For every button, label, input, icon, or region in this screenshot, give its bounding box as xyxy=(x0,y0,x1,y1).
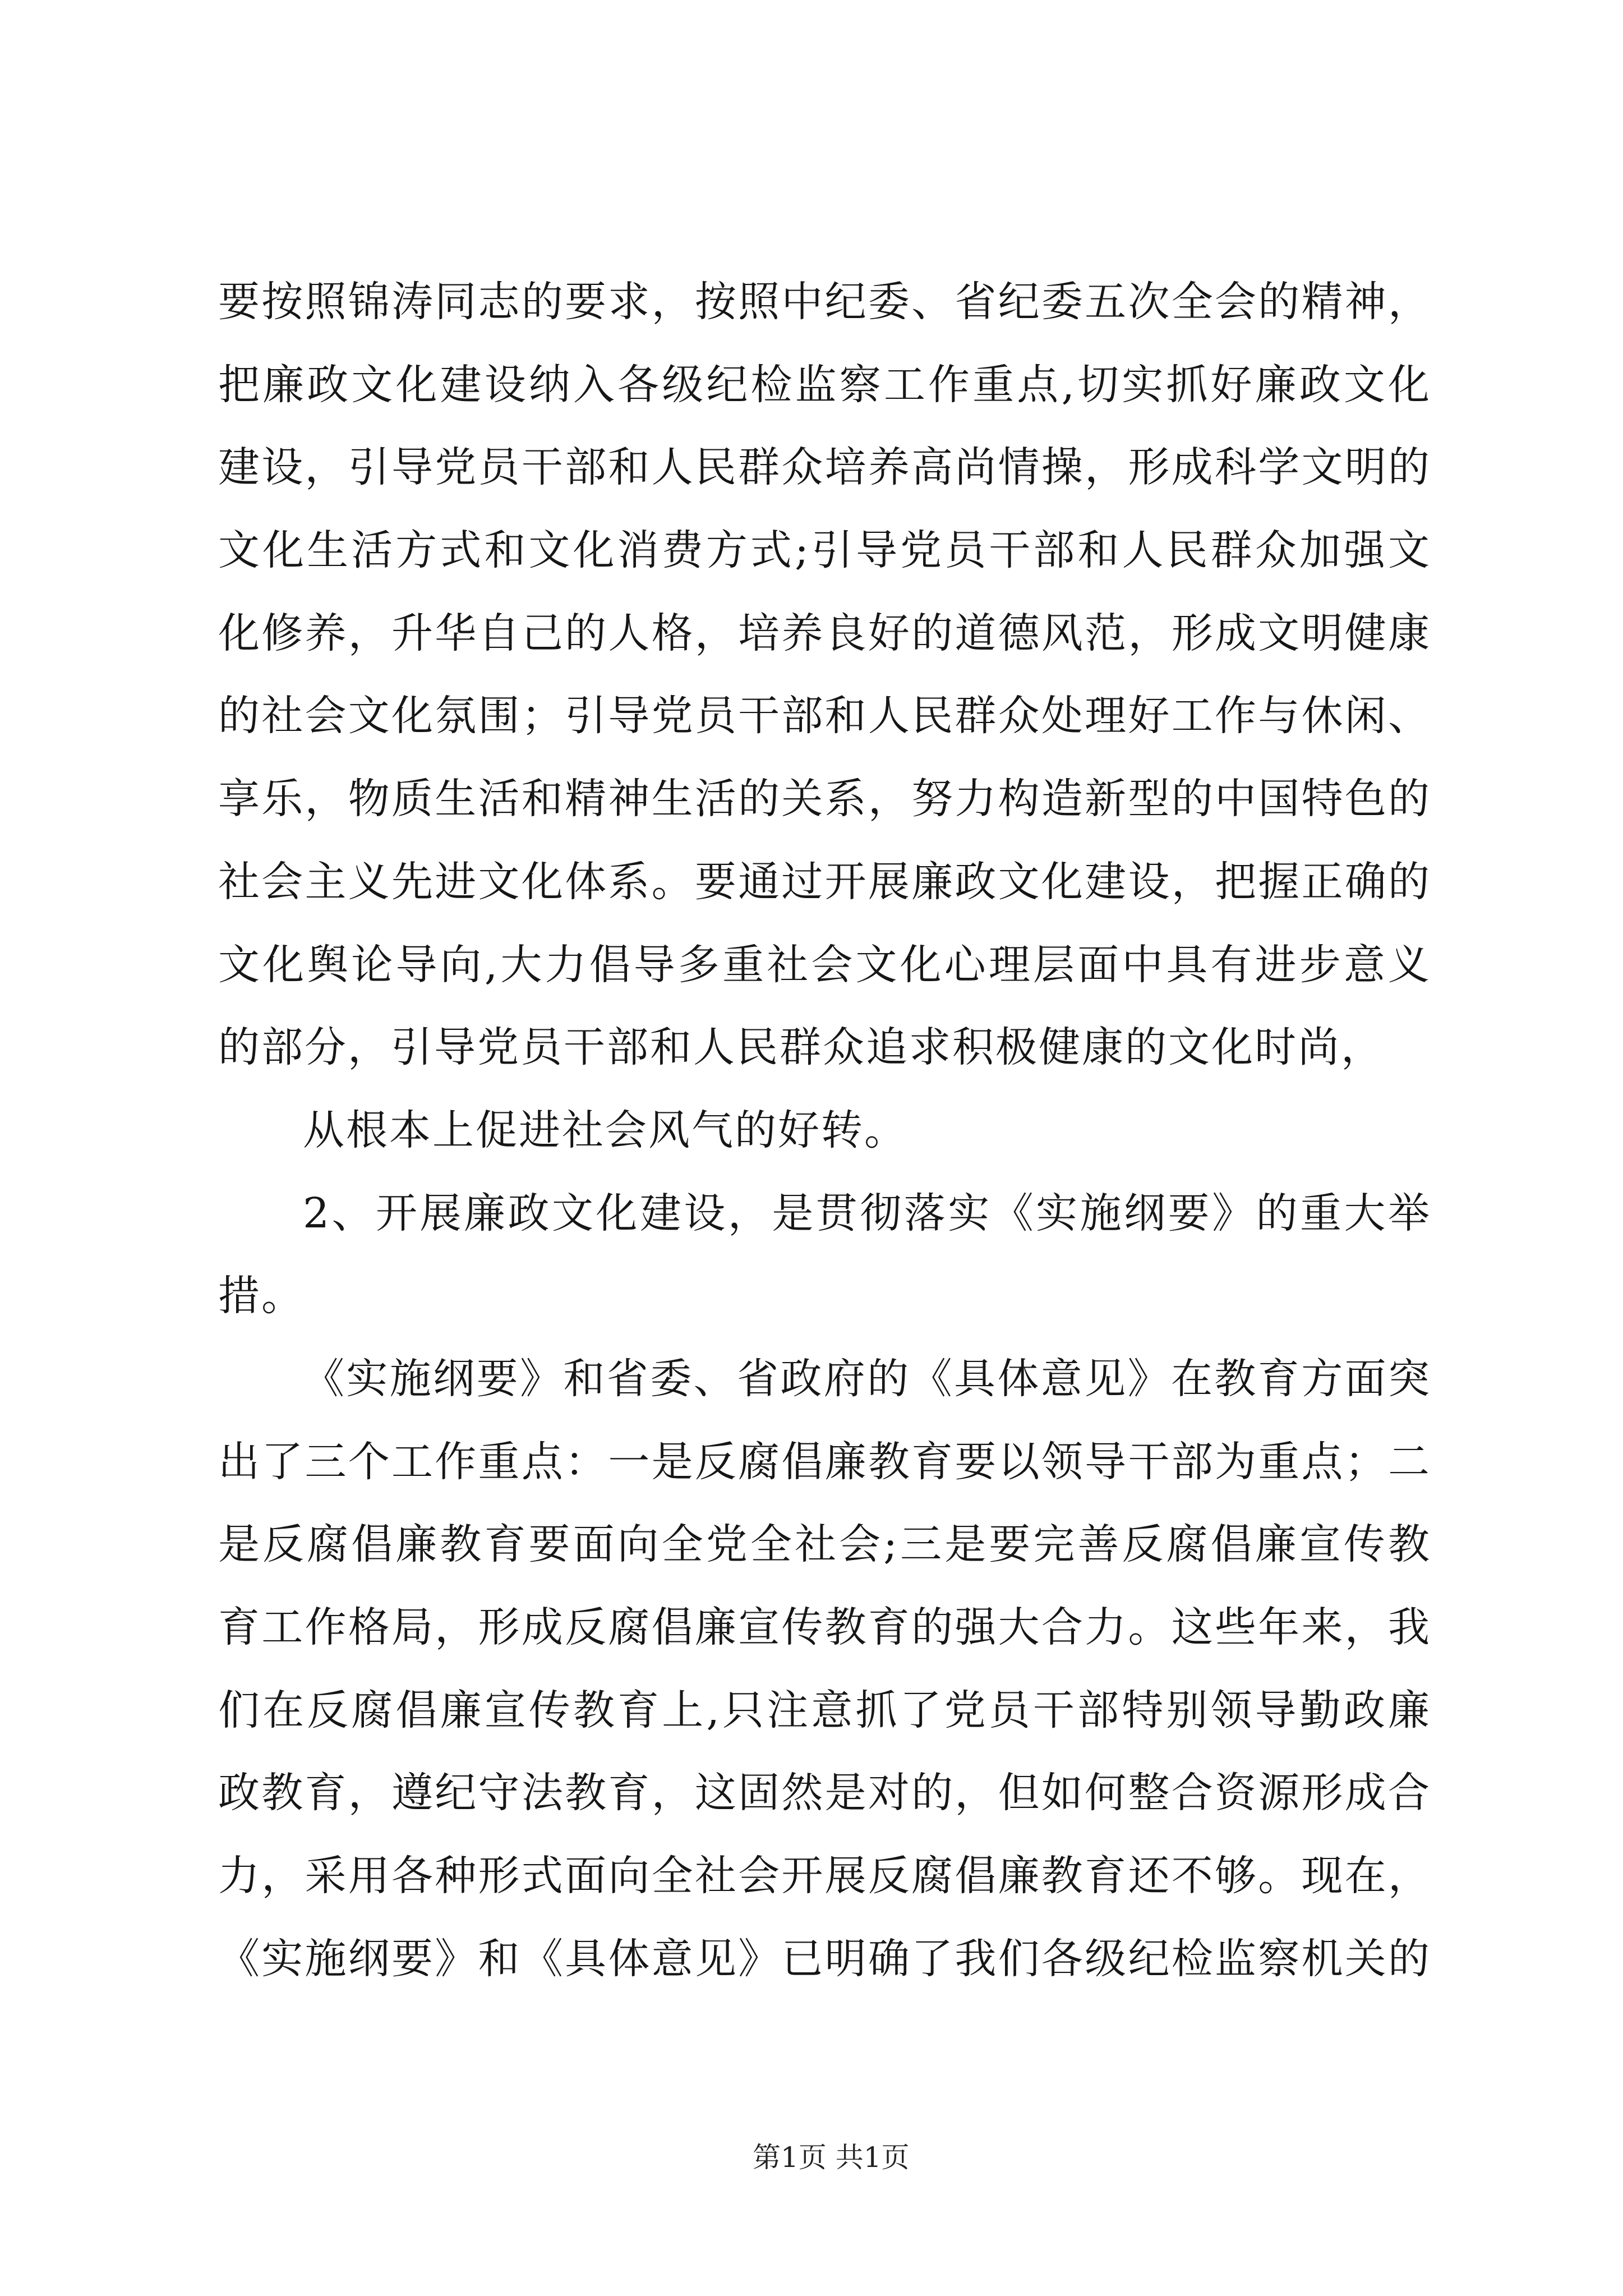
text-line: 的社会文化氛围；引导党员干部和人民群众处理好工作与休闲、 xyxy=(218,692,1431,740)
text-line: 2、开展廉政文化建设，是贯彻落实《实施纲要》的重大举 xyxy=(303,1189,1431,1237)
text-line: 文化舆论导向,大力倡导多重社会文化心理层面中具有进步意义 xyxy=(218,940,1431,989)
text-line: 力，采用各种形式面向全社会开展反腐倡廉教育还不够。现在， xyxy=(218,1852,1431,1901)
text-line: 们在反腐倡廉宣传教育上,只注意抓了党员干部特别领导勤政廉 xyxy=(218,1686,1431,1734)
paragraph xyxy=(218,1338,1431,2001)
text-line: 把廉政文化建设纳入各级纪检监察工作重点,切实抓好廉政文化 xyxy=(218,360,1431,409)
section-heading-paragraph xyxy=(218,1172,1431,1338)
text-line: 育工作格局，形成反腐倡廉宣传教育的强大合力。这些年来，我 xyxy=(218,1603,1431,1651)
text-line: 是反腐倡廉教育要面向全党全社会;三是要完善反腐倡廉宣传教 xyxy=(218,1520,1431,1569)
text-line: 《实施纲要》和《具体意见》已明确了我们各级纪检监察机关的 xyxy=(218,1934,1431,1983)
page-footer: 第1页 共1页 xyxy=(753,2141,910,2174)
text-line: 政教育，遵纪守法教育，这固然是对的，但如何整合资源形成合 xyxy=(218,1769,1431,1818)
paragraph xyxy=(218,1089,1431,1172)
text-line: 的部分，引导党员干部和人民群众追求积极健康的文化时尚， xyxy=(218,1023,1384,1072)
text-line: 文化生活方式和文化消费方式;引导党员干部和人民群众加强文 xyxy=(218,526,1431,575)
text-line: 化修养，升华自己的人格，培养良好的道德风范，形成文明健康 xyxy=(218,609,1431,657)
text-line: 从根本上促进社会风气的好转。 xyxy=(303,1106,907,1154)
text-line: 享乐，物质生活和精神生活的关系，努力构造新型的中国特色的 xyxy=(218,775,1431,823)
text-line: 社会主义先进文化体系。要通过开展廉政文化建设，把握正确的 xyxy=(218,857,1431,906)
text-line: 措。 xyxy=(218,1272,305,1320)
body-text xyxy=(218,261,1431,2000)
text-line: 《实施纲要》和省委、省政府的《具体意见》在教育方面突 xyxy=(303,1354,1431,1403)
text-line: 出了三个工作重点：一是反腐倡廉教育要以领导干部为重点；二 xyxy=(218,1437,1431,1486)
text-line: 要按照锦涛同志的要求，按照中纪委、省纪委五次全会的精神， xyxy=(218,278,1431,326)
paragraph xyxy=(218,261,1431,1089)
text-line: 建设，引导党员干部和人民群众培养高尚情操，形成科学文明的 xyxy=(218,443,1431,492)
